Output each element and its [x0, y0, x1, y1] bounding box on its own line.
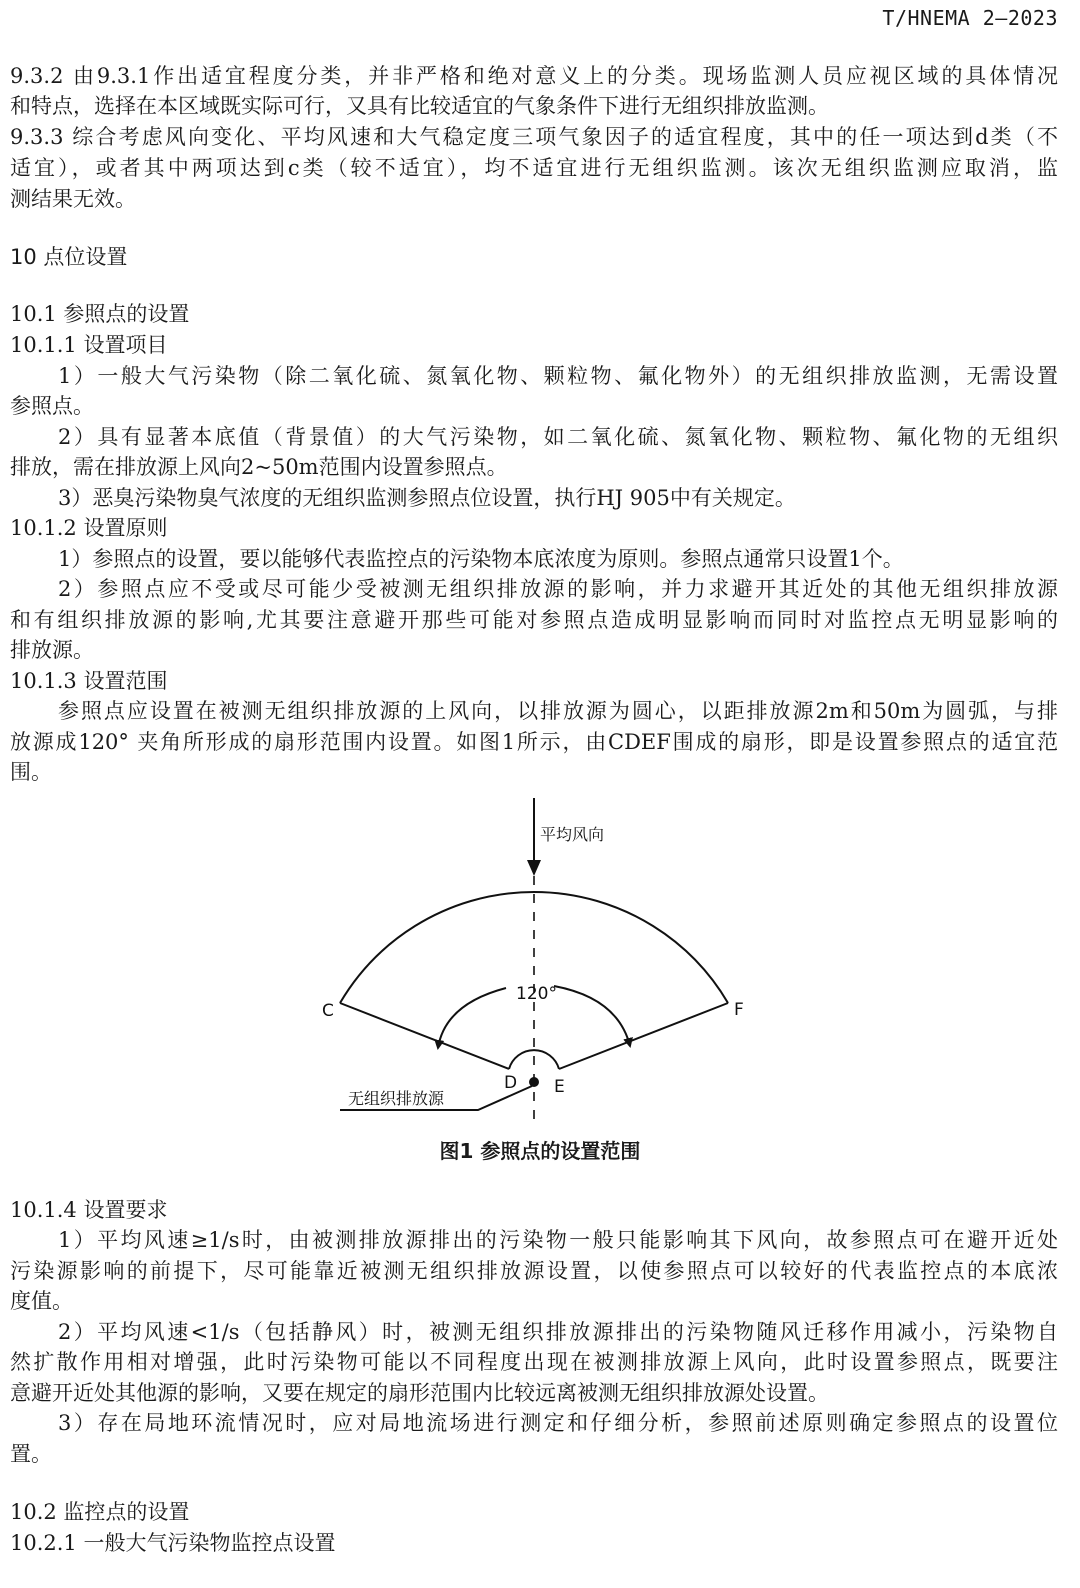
subsection-heading: 10.1.4 设置要求 — [10, 1198, 168, 1222]
wind-arrow-head — [527, 860, 541, 876]
paragraph-line: 度值。 — [10, 1289, 73, 1313]
subsection-heading: 10.2 监控点的设置 — [10, 1500, 190, 1524]
paragraph-line: 2）平均风速<1/s（包括静风）时，被测无组织排放源排出的污染物随风迁移作用减小，污染物自 — [58, 1320, 1058, 1344]
reference-point-figure — [300, 792, 770, 1132]
paragraph-line: 1）一般大气污染物（除二氧化硫、氮氧化物、颗粒物、氟化物外）的无组织排放监测，无需设置 — [58, 364, 1058, 388]
paragraph-line: 2）参照点应不受或尽可能少受被测无组织排放源的影响，并力求避开其近处的其他无组织排放源 — [58, 577, 1058, 601]
paragraph-line: 和特点，选择在本区域既实际可行，又具有比较适宜的气象条件下进行无组织排放监测。 — [10, 94, 829, 118]
paragraph-line: 参照点应设置在被测无组织排放源的上风向，以排放源为圆心，以距排放源2m和50m为圆弧，与排 — [58, 699, 1058, 723]
point-c-label: C — [322, 1001, 334, 1021]
section-heading: 10 点位设置 — [10, 245, 128, 269]
angle-arc-left — [438, 988, 506, 1048]
paragraph-line: 3）存在局地环流情况时，应对局地流场进行测定和仔细分析，参照前述原则确定参照点的设置位 — [58, 1411, 1058, 1435]
sector-edge-right — [559, 1003, 728, 1069]
point-f-label: F — [734, 1000, 744, 1020]
point-e-label: E — [554, 1077, 565, 1097]
paragraph-line: 1）平均风速≥1/s时，由被测排放源排出的污染物一般只能影响其下风向，故参照点可在避开近处 — [58, 1228, 1058, 1252]
paragraph-line: 9.3.2 由9.3.1作出适宜程度分类，并非严格和绝对意义上的分类。现场监测人员应视区域的具体情况 — [10, 64, 1058, 88]
sector-edge-left — [340, 1003, 509, 1069]
paragraph-line: 置。 — [10, 1442, 52, 1466]
paragraph-line: 排放，需在排放源上风向2~50m范围内设置参照点。 — [10, 455, 508, 479]
wind-direction-label: 平均风向 — [540, 825, 605, 844]
angle-label: 120° — [516, 984, 557, 1004]
angle-arc-right — [554, 986, 630, 1046]
subsection-heading: 10.1.2 设置原则 — [10, 516, 168, 540]
subsection-heading: 10.1.1 设置项目 — [10, 333, 168, 357]
paragraph-line: 排放源。 — [10, 638, 94, 662]
paragraph-line: 污染源影响的前提下，尽可能靠近被测无组织排放源设置，以使参照点可以较好的代表监控点的本底浓 — [10, 1259, 1058, 1283]
paragraph-line: 放源成120° 夹角所形成的扇形范围内设置。如图1所示，由CDEF围成的扇形，即是设置参照点的适宜范 — [10, 730, 1058, 754]
paragraph-line: 3）恶臭污染物臭气浓度的无组织监测参照点位设置，执行HJ 905中有关规定。 — [58, 486, 796, 510]
paragraph-line: 1）参照点的设置，要以能够代表监控点的污染物本底浓度为原则。参照点通常只设置1个。 — [58, 547, 904, 571]
paragraph-line: 围。 — [10, 760, 52, 784]
paragraph-line: 测结果无效。 — [10, 187, 136, 211]
subsection-heading: 10.2.1 一般大气污染物监控点设置 — [10, 1531, 336, 1555]
paragraph-line: 然扩散作用相对增强，此时污染物可能以不同程度出现在被测排放源上风向，此时设置参照点，既要注 — [10, 1350, 1058, 1374]
paragraph-line: 意避开近处其他源的影响，又要在规定的扇形范围内比较远离被测无组织排放源处设置。 — [10, 1381, 829, 1405]
emission-source-point — [529, 1077, 539, 1087]
paragraph-line: 参照点。 — [10, 394, 94, 418]
paragraph-line: 适宜），或者其中两项达到c类（较不适宜），均不适宜进行无组织监测。该次无组织监测应取消，监 — [10, 156, 1058, 180]
paragraph-line: 2）具有显著本底值（背景值）的大气污染物，如二氧化硫、氮氧化物、颗粒物、氟化物的无组织 — [58, 425, 1058, 449]
subsection-heading: 10.1 参照点的设置 — [10, 302, 190, 326]
paragraph-line: 9.3.3 综合考虑风向变化、平均风速和大气稳定度三项气象因子的适宜程度，其中的任一项达到d类（不 — [10, 125, 1058, 149]
paragraph-line: 和有组织排放源的影响,尤其要注意避开那些可能对参照点造成明显影响而同时对监控点无明显影响的 — [10, 608, 1058, 632]
emission-source-label: 无组织排放源 — [348, 1089, 445, 1108]
figure-caption: 图1 参照点的设置范围 — [439, 1139, 641, 1163]
subsection-heading: 10.1.3 设置范围 — [10, 669, 168, 693]
document-id: T/HNEMA 2—2023 — [882, 6, 1058, 30]
point-d-label: D — [504, 1073, 518, 1093]
